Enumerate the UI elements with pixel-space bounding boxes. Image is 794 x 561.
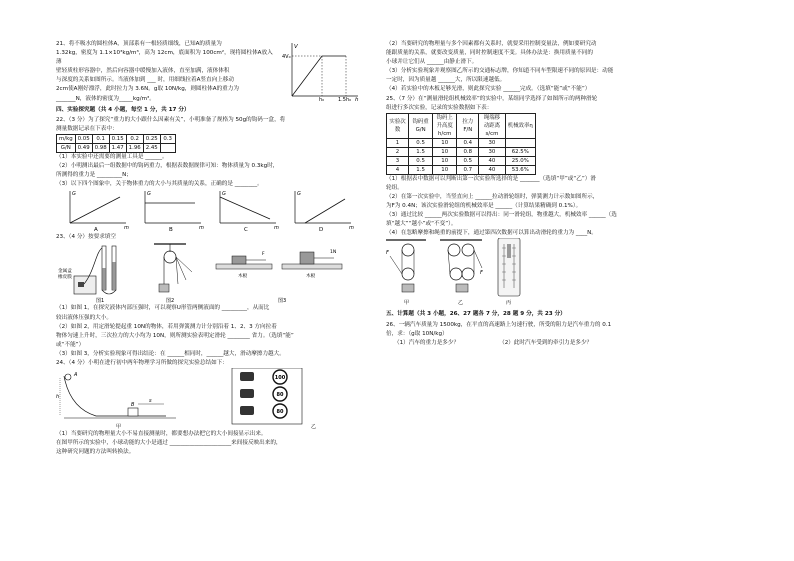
q21-line: _______N，液体的密度为_____kg/m³。 (56, 95, 155, 102)
q25-pulley-figures (386, 238, 726, 308)
q25-intro: 组进行多次实验，记录的实验数据如下表： (386, 104, 493, 111)
q26-subquestions (386, 339, 742, 348)
q22-graph-label: D (319, 227, 324, 234)
table-cell: G/N (57, 143, 76, 152)
q24-figure-jia (56, 372, 176, 430)
q22-axis-y: G (297, 191, 301, 198)
q22-graph-c (220, 191, 279, 233)
q26-item: （1）汽车的重力是多少？ (394, 339, 460, 346)
table-cell: 10 (433, 147, 457, 156)
q23-item: 或“不能”） (56, 341, 85, 348)
q23-fig3-force-2: 1N (330, 250, 337, 256)
q22-axis-y: G (72, 191, 76, 198)
q23-figure-2 (154, 244, 192, 304)
q25-figure-jia (386, 240, 426, 306)
table-row (387, 147, 536, 156)
table-cell: 0.5 (457, 156, 479, 165)
q22-data-table (56, 134, 176, 153)
q23-figure-3 (216, 249, 342, 304)
q24-label-h: h (56, 394, 60, 401)
q25-force-label: F (480, 270, 483, 277)
table-cell: 4 (387, 165, 409, 174)
q22-graph-label: B (169, 227, 173, 234)
q22-axis-y: G (147, 191, 151, 198)
q23-fig3-floor-a: 木板 (238, 274, 248, 280)
q21-graph-xextra: 1.5h₀ (338, 97, 352, 102)
q23-fig-label: 图2 (166, 298, 175, 305)
table-cell: 40 (479, 165, 505, 174)
table-cell: 0.05 (75, 134, 92, 143)
table-cell: 1.96 (126, 143, 143, 152)
table-cell (505, 138, 535, 147)
table-cell: 0.7 (457, 165, 479, 174)
q24-label-b: B (131, 402, 135, 409)
q22-item: （1）本实验中还需要的测量工具是 ______。 (56, 153, 168, 160)
q23-figure-1 (58, 246, 116, 304)
q21-line: 1.32kg，密度为 1.1×10³kg/m³，高为 12cm，底面积为 100cm²，现将圆柱体A放入薄 (56, 50, 273, 66)
table-cell: 0.25 (143, 134, 160, 143)
q25-intro: 25、（7 分）在“测量滑轮组机械效率”的实验中，某组同学选择了如图所示的两种滑轮 (386, 95, 598, 102)
table-header: 机械效率η (505, 113, 535, 138)
q22-item: （3）以下四个图象中，关于物体重力的大小与其质量的关系，正确的是 ________。 (56, 181, 263, 188)
q24-cont: 一定时，因为质量越 ______大，所以限速越低。 (386, 77, 506, 84)
q24-fig-jia: 甲 (116, 424, 122, 431)
section-4-heading: 四、实验探究题（共 4 小题，每空 1 分，共 17 分） (56, 106, 190, 113)
table-cell: 53.6% (505, 165, 535, 174)
q21-graph-xlabel: h (355, 97, 359, 102)
q23-fig-label: 图3 (278, 298, 287, 305)
table-cell: 25.0% (505, 156, 535, 165)
q23-fig-label: 图1 (96, 298, 105, 305)
table-cell: 10 (433, 138, 457, 147)
right-column (386, 40, 742, 348)
table-header-row (387, 113, 536, 138)
table-header: 绳端移动距离s/cm (479, 113, 505, 138)
q21-graph-xtick: h₀ (319, 97, 325, 102)
q22-item: （2）小明测出最后一组数据中的钩码重力，根据表数据规律可知：物体质量为 0.3kg时， (56, 163, 279, 170)
table-cell: 1.5 (409, 165, 433, 174)
q22-axis-x: m (124, 225, 129, 232)
table-cell: 1 (387, 138, 409, 147)
q21-line: 壁轻质柱形容器中，然后向容器中缓慢加入液体，直至加满，液体体积 (56, 68, 230, 75)
table-cell: 0.5 (409, 138, 433, 147)
q22-item: 所测得的重力是 _________N； (56, 172, 132, 179)
table-cell: 0.1 (92, 134, 109, 143)
q24-speed-value: 80 (276, 392, 284, 399)
q21-line: 2cm使A刚好漂浮，此时拉力为 3.6N。g取 10N/kg，则圆柱体A的重力为 (56, 86, 239, 93)
table-cell: 0.5 (409, 156, 433, 165)
q25-item: （4）在忽略摩擦和绳重的前提下，通过第四次数据可以算出动滑轮的重力为 ____N。 (386, 230, 597, 237)
q24-speed-value: 100 (274, 375, 286, 382)
q22-graph-d (295, 191, 354, 233)
q21-graph-ylabel: V (294, 44, 298, 50)
q26-item: （2）此时汽车受到的牵引力是多少？ (499, 339, 593, 346)
table-cell: 30 (479, 147, 505, 156)
q23-item: 较出液体压强的大小。 (56, 314, 112, 321)
q23-fig3-force: F (262, 252, 265, 258)
table-row (387, 156, 536, 165)
q24-item: 在图甲所示的实验中，小球动能的大小是通过 ______________________来间接反映出来的， (56, 440, 282, 447)
q23-item: （1）如图 1，在探究液体内部压强时，可以观察U形管两侧液面的 _________，从而比 (56, 305, 270, 312)
q24-figures (56, 368, 356, 430)
table-cell (160, 143, 175, 152)
q24-label-a: A (74, 372, 78, 379)
table-header: 钩码重G/N (409, 113, 433, 138)
q24-cont: （3）分析实验现象并观察图乙所示的交通标志牌，你知道不同车型限速不同的原因是：动能 (386, 68, 614, 75)
table-cell: 1.47 (109, 143, 126, 152)
q25-figure-bing-spring-scale (498, 238, 520, 306)
q23-figures (56, 242, 356, 304)
q22-axis-x: m (349, 225, 354, 232)
q23-item: 物体匀速上升时，三次拉力的大小均为 10N，则所测实验表明定滑轮 ________ 省力。（选填“能” (56, 332, 294, 339)
q22-axis-y: G (222, 191, 226, 198)
q21-volume-depth-graph (282, 40, 362, 102)
q22-graph-options (56, 189, 356, 233)
table-cell: 0.8 (457, 147, 479, 156)
q26-line: 倍，求：（g取 10N/kg） (386, 330, 448, 337)
q25-fig-label: 丙 (506, 300, 512, 307)
table-cell: 0.4 (457, 138, 479, 147)
q25-fig-label: 乙 (458, 300, 464, 307)
table-cell: 0.98 (92, 143, 109, 152)
table-cell: 40 (479, 156, 505, 165)
q22-graph-a (70, 191, 129, 233)
q22-axis-x: m (199, 225, 204, 232)
q24-cont: 能跟质量的关系，就要改变质量，同时控制速度不变。具体办法是：换用质量不同的 (386, 50, 593, 57)
q25-item: （3）通过比较 ______两次实验数据可以得出：同一滑轮组，物重越大，机械效率 ______（选 (386, 212, 617, 219)
table-row (387, 165, 536, 174)
left-column (56, 40, 376, 457)
q25-data-table (386, 113, 536, 175)
q23-item: （3）如图 3，分析实验现象可得出结论：在 ______相同时，______越大，滑动摩擦力越大。 (56, 350, 285, 357)
q21-line: 与深度的关系如图所示。当液体加到 ___ 时，用细线拉着A竖直向上移动 (56, 77, 234, 84)
q24-fig-yi: 乙 (311, 424, 317, 431)
table-cell: 30 (479, 138, 505, 147)
table-cell: 62.5% (505, 147, 535, 156)
section-5-heading: 五、计算题（共 3 小题，26、27 题各 7 分，28 题 9 分，共 23 分） (386, 311, 566, 318)
q22-graph-label: A (94, 227, 98, 234)
q21-block (56, 40, 376, 104)
q25-item: 轮组。 (386, 184, 403, 191)
table-row (387, 138, 536, 147)
q24-cont: （2）当要研究的物理量与多个因素都有关系时，就要采用控制变量法，例如要研究动 (386, 41, 597, 47)
q22-intro: 测量数据记录在下表中： (56, 125, 118, 132)
q23-fig1-label-text (58, 267, 73, 280)
q26-line: 26、一辆汽车质量为 1500kg，在平直的高速路上匀速行驶，所受的阻力是汽车重力的 0.1 (386, 321, 612, 328)
q23-intro: 23、（4 分）按要求填空 (56, 234, 116, 241)
table-cell: 10 (433, 156, 457, 165)
table-cell: 0.3 (160, 134, 175, 143)
table-cell: m/kg (57, 134, 76, 143)
table-cell: 0.15 (109, 134, 126, 143)
q22-graph-b (145, 191, 204, 233)
q24-cont: 小球并让它们从 ______由静止滑下。 (386, 59, 478, 66)
q23-fig1-text: 橡皮膜 (58, 275, 72, 281)
q25-item: （2）在第一次实验中，当竖直向上 ______拉动滑轮组时，弹簧测力计示数如图所示， (386, 193, 599, 200)
table-header: 拉力F/N (457, 113, 479, 138)
table-header: 实验次数 (387, 113, 409, 138)
q24-item: 这种研究问题的方法叫转换法。 (56, 449, 135, 456)
q24-speed-value: 80 (276, 409, 284, 416)
table-cell: 1.5 (409, 147, 433, 156)
q25-item: 为F为 0.4N；该次实验滑轮组的机械效率是 ______（计算结果精确到 0.1%）。 (386, 203, 582, 210)
q22-intro: 22、（3 分）为了探究“重力的大小跟什么因素有关”，小明准备了规格为 50g的钩码一盒，将 (56, 116, 286, 123)
table-cell: 2.45 (143, 143, 160, 152)
q24-intro: 24、（4 分）小明在进行初中两年物理学习所做的探究实验总结如下： (56, 359, 228, 366)
q24-figure-yi (232, 368, 316, 430)
q23-fig3-floor-b: 木板 (306, 274, 316, 280)
q22-axis-x: m (274, 225, 279, 232)
q25-force-label: F (386, 250, 389, 257)
table-row (57, 134, 176, 143)
table-cell: 3 (387, 156, 409, 165)
table-row (57, 143, 176, 152)
q25-figure-yi (440, 240, 483, 306)
table-cell: 2 (387, 147, 409, 156)
table-cell: 0.2 (126, 134, 143, 143)
q22-graph-label: C (244, 227, 248, 234)
q23-fig1-text: 金属盒 (58, 269, 72, 275)
q21-graph-ytick: 4V₀ (282, 54, 291, 60)
q24-label-s: s (149, 398, 152, 405)
q23-item: （2）如图 2，用定滑轮提起重 10N的物体，若用弹簧测力计分别沿着 1、2、3 方向拉着 (56, 323, 277, 330)
q24-item: （1）当要研究的物理量大小不易直接测量时，都要想办法把它的大小间接显示出来。 (56, 431, 267, 438)
q25-fig-label: 甲 (404, 300, 410, 307)
table-header: 钩码上升高度h/cm (433, 113, 457, 138)
q25-item: 填“越大”“越小”或“不变”）。 (386, 221, 457, 228)
q21-line: 21、将不吸水的圆柱体A，顶部系有一根轻质细线，已知A的质量为 (56, 41, 222, 47)
q25-item: （1）根据表中数据可以判断出第一次实验所选择的是 _______（选填“甲”或“乙”）滑 (386, 175, 596, 182)
table-cell: 10 (433, 165, 457, 174)
q24-cont: （4）若实验中的木板足够光滑，则此探究实验 ______完成。（选填“能”或“不能”） (386, 86, 591, 93)
table-cell: 0.49 (75, 143, 92, 152)
